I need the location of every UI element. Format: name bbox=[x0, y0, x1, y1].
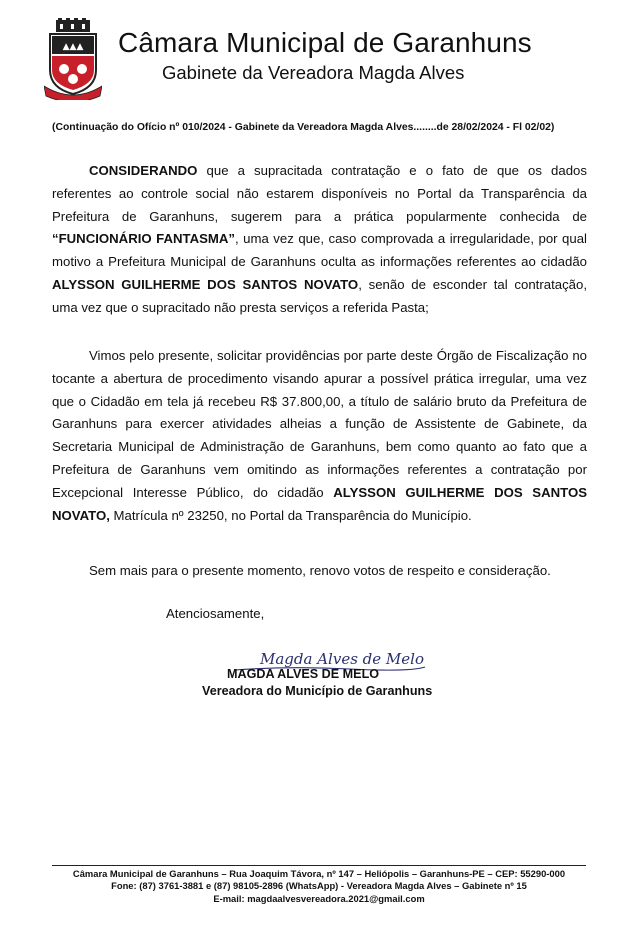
page-subtitle: Gabinete da Vereadora Magda Alves bbox=[162, 62, 465, 83]
paragraph-text-bold: ALYSSON GUILHERME DOS SANTOS NOVATO, bbox=[52, 484, 587, 523]
paragraph-text-bold: CONSIDERANDO bbox=[89, 163, 198, 178]
reference-line: (Continuação do Ofício nº 010/2024 - Gabinete da Vereadora Magda Alves........de 28/02/2024 - Fl 02/02) bbox=[52, 122, 555, 133]
signature-script: Magda Alves de Melo bbox=[260, 650, 424, 668]
municipal-coat-of-arms-icon bbox=[44, 18, 102, 100]
closing-salutation: Atenciosamente, bbox=[166, 606, 265, 621]
footer-address: Câmara Municipal de Garanhuns – Rua Joaquim Távora, nº 147 – Heliópolis – Garanhuns-PE – CEP: 55290-000 bbox=[72, 868, 566, 879]
footer bbox=[40, 868, 598, 905]
paragraph-closing-remark: Sem mais para o presente momento, renovo votos de respeito e consideração. bbox=[89, 563, 551, 578]
footer-email: E-mail: magdaalvesvereadora.2021@gmail.com bbox=[213, 892, 425, 904]
paragraph-text-bold: ALYSSON GUILHERME DOS SANTOS NOVATO bbox=[52, 276, 359, 292]
paragraph-text: que a supracitada contratação e o fato de que os dados referentes ao controle social não estarem disponíveis no Portal da Transparência da Prefeitura de Garanhuns, sugerem para a prática popularmente conhecida de bbox=[52, 163, 587, 224]
page-title: Câmara Municipal de Garanhuns bbox=[118, 27, 532, 58]
paragraph-text-bold: “FUNCIONÁRIO FANTASMA” bbox=[52, 231, 235, 247]
signatory-name: MAGDA ALVES DE MELO bbox=[227, 667, 380, 681]
footer-phone: Fone: (87) 3761-3881 e (87) 98105-2896 (WhatsApp) - Vereadora Magda Alves – Gabinete nº 15 bbox=[111, 880, 527, 892]
signature-block bbox=[180, 640, 480, 710]
signatory-role: Vereadora do Município de Garanhuns bbox=[202, 684, 433, 698]
paragraph-considerando bbox=[52, 160, 587, 320]
paragraph-text: Matrícula nº 23250, no Portal da Transparência do Município. bbox=[109, 507, 472, 523]
paragraph-text: Vimos pelo presente, solicitar providências por parte deste Órgão de Fiscalização no tocante a abertura de procedimento visando apurar a possível prática irregular, uma vez que o Cidadão em tela já recebeu R$ 37.800,00, a título de salário bruto da Prefeitura de Garanhuns para exercer atividades alheias a função de Assistente de Gabinete, da Secretaria Municipal de Administração de Garanhuns, bem como quanto ao fato que a Prefeitura de Garanhuns vem omitindo as informações referentes a contratação por Excepcional Interesse Público, do cidadão bbox=[52, 348, 587, 500]
svg-text:▲▲▲: ▲▲▲ bbox=[62, 42, 84, 52]
paragraph-request bbox=[52, 345, 587, 527]
footer-divider bbox=[52, 865, 586, 866]
letterhead bbox=[0, 0, 630, 120]
paragraph-text: , uma vez que, caso comprovada a irregularidade, por qual motivo a Prefeitura Municipal de Garanhuns oculta as informações referentes ao cidadão bbox=[52, 231, 587, 270]
paragraph-text: , senão de esconder tal contratação, uma vez que o supracitado não presta serviços a referida Pasta; bbox=[52, 276, 588, 315]
